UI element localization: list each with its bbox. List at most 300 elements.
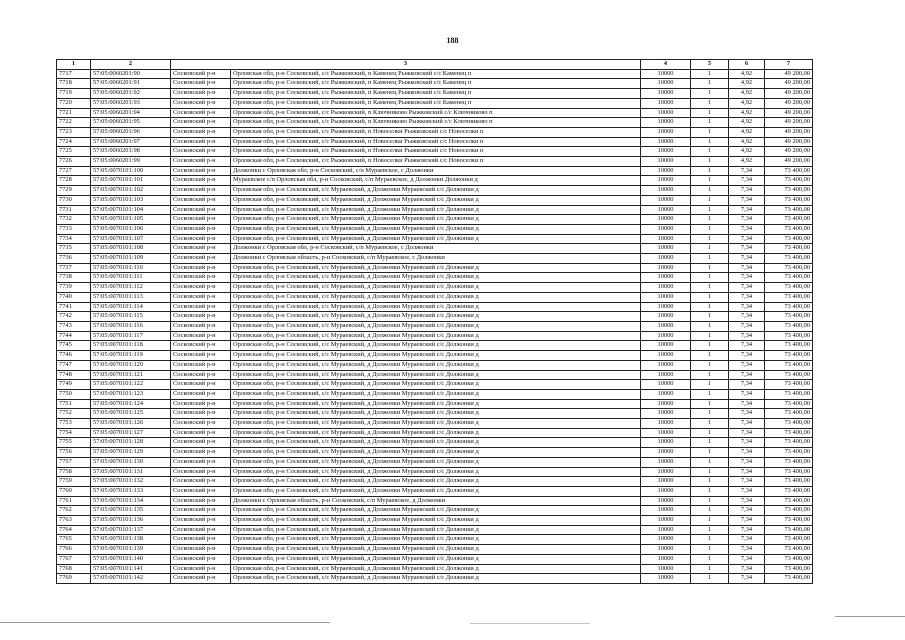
table-row: [57, 321, 813, 331]
district-name: Сосковский р-н: [171, 370, 231, 380]
district-name: Сосковский р-н: [171, 574, 231, 584]
quantity-value: 1: [691, 486, 729, 496]
scan-streak: [0, 622, 905, 624]
price-value: 7,34: [729, 438, 765, 448]
cadastral-number: 57:05:0060201:93: [91, 98, 171, 108]
total-value: 73 400,00: [765, 380, 813, 390]
area-value: 10000: [641, 370, 691, 380]
row-number: 7734: [57, 234, 91, 244]
row-number: 7769: [57, 574, 91, 584]
area-value: 10000: [641, 574, 691, 584]
district-name: Сосковский р-н: [171, 457, 231, 467]
column-header-6: 6: [729, 60, 765, 70]
district-name: Сосковский р-н: [171, 108, 231, 118]
district-name: Сосковский р-н: [171, 448, 231, 458]
location-address: Орловская обл, р-н Сосковский, с/с Мураевский, д Должонки Мураевский с/с Должонки д: [231, 477, 641, 487]
area-value: 10000: [641, 215, 691, 225]
area-value: 10000: [641, 535, 691, 545]
quantity-value: 1: [691, 448, 729, 458]
price-value: 7,34: [729, 399, 765, 409]
total-value: 73 400,00: [765, 254, 813, 264]
row-number: 7760: [57, 486, 91, 496]
table-row: [57, 516, 813, 526]
row-number: 7756: [57, 448, 91, 458]
area-value: 10000: [641, 486, 691, 496]
area-value: 10000: [641, 457, 691, 467]
price-value: 7,34: [729, 176, 765, 186]
table-row: [57, 137, 813, 147]
total-value: 73 400,00: [765, 312, 813, 322]
area-value: 10000: [641, 147, 691, 157]
quantity-value: 1: [691, 341, 729, 351]
total-value: 49 200,00: [765, 89, 813, 99]
district-name: Сосковский р-н: [171, 254, 231, 264]
district-name: Сосковский р-н: [171, 351, 231, 361]
quantity-value: 1: [691, 535, 729, 545]
total-value: 49 200,00: [765, 157, 813, 167]
table-row: [57, 554, 813, 564]
row-number: 7733: [57, 224, 91, 234]
price-value: 7,34: [729, 254, 765, 264]
location-address: Орловская обл, р-н Сосковский, с/с Рыжковский, п Новоселки Рыжковский с/с Новоселки п: [231, 157, 641, 167]
quantity-value: 1: [691, 312, 729, 322]
cadastral-number: 57:05:0070101:105: [91, 215, 171, 225]
location-address: Орловская обл, р-н Сосковский, с/с Мураевский, д Должонки Мураевский с/с Должонки д: [231, 574, 641, 584]
table-row: [57, 506, 813, 516]
area-value: 10000: [641, 477, 691, 487]
area-value: 10000: [641, 428, 691, 438]
total-value: 73 400,00: [765, 467, 813, 477]
row-number: 7747: [57, 360, 91, 370]
table-row: [57, 331, 813, 341]
total-value: 73 400,00: [765, 486, 813, 496]
row-number: 7739: [57, 283, 91, 293]
location-address: Орловская обл, р-н Сосковский, с/с Мураевский, д Должонки Мураевский с/с Должонки д: [231, 506, 641, 516]
row-number: 7748: [57, 370, 91, 380]
area-value: 10000: [641, 108, 691, 118]
district-name: Сосковский р-н: [171, 380, 231, 390]
location-address: Орловская обл, р-н Сосковский, с/с Мураевский, д Должонки Мураевский с/с Должонки д: [231, 545, 641, 555]
total-value: 73 400,00: [765, 535, 813, 545]
district-name: Сосковский р-н: [171, 360, 231, 370]
district-name: Сосковский р-н: [171, 564, 231, 574]
area-value: 10000: [641, 186, 691, 196]
row-number: 7765: [57, 535, 91, 545]
price-value: 7,34: [729, 283, 765, 293]
row-number: 7754: [57, 428, 91, 438]
location-address: Орловская обл, р-н Сосковский, с/с Мураевский, д Должонки Мураевский с/с Должонки д: [231, 341, 641, 351]
location-address: Должонки с Орловская обл, р-н Сосковский, с/п Мураевское, с Должонки: [231, 244, 641, 254]
area-value: 10000: [641, 137, 691, 147]
quantity-value: 1: [691, 79, 729, 89]
location-address: Орловская обл, р-н Сосковский, с/с Мураевский, д Должонки Мураевский с/с Должонки д: [231, 351, 641, 361]
location-address: Орловская обл, р-н Сосковский, с/с Мураевский, д Должонки Мураевский с/с Должонки д: [231, 321, 641, 331]
quantity-value: 1: [691, 254, 729, 264]
location-address: Должонки с Орловская обл, р-н Сосковский, с/п Мураевское, с Должонки: [231, 166, 641, 176]
district-name: Сосковский р-н: [171, 545, 231, 555]
quantity-value: 1: [691, 234, 729, 244]
area-value: 10000: [641, 380, 691, 390]
register-body: [57, 69, 813, 583]
table-row: [57, 457, 813, 467]
district-name: Сосковский р-н: [171, 389, 231, 399]
price-value: 7,34: [729, 545, 765, 555]
area-value: 10000: [641, 399, 691, 409]
cadastral-number: 57:05:0070101:138: [91, 535, 171, 545]
quantity-value: 1: [691, 360, 729, 370]
quantity-value: 1: [691, 477, 729, 487]
row-number: 7724: [57, 137, 91, 147]
area-value: 10000: [641, 545, 691, 555]
table-row: [57, 263, 813, 273]
table-row: [57, 108, 813, 118]
table-row: [57, 195, 813, 205]
price-value: 7,34: [729, 506, 765, 516]
total-value: 73 400,00: [765, 428, 813, 438]
total-value: 73 400,00: [765, 263, 813, 273]
district-name: Сосковский р-н: [171, 283, 231, 293]
column-header-2: 2: [91, 60, 171, 70]
area-value: 10000: [641, 98, 691, 108]
quantity-value: 1: [691, 186, 729, 196]
cadastral-number: 57:05:0070101:139: [91, 545, 171, 555]
total-value: 73 400,00: [765, 292, 813, 302]
quantity-value: 1: [691, 215, 729, 225]
row-number: 7761: [57, 496, 91, 506]
district-name: Сосковский р-н: [171, 525, 231, 535]
total-value: 73 400,00: [765, 477, 813, 487]
row-number: 7744: [57, 331, 91, 341]
district-name: Сосковский р-н: [171, 79, 231, 89]
district-name: Сосковский р-н: [171, 292, 231, 302]
row-number: 7730: [57, 195, 91, 205]
quantity-value: 1: [691, 292, 729, 302]
quantity-value: 1: [691, 564, 729, 574]
area-value: 10000: [641, 438, 691, 448]
district-name: Сосковский р-н: [171, 166, 231, 176]
cadastral-number: 57:05:0070101:125: [91, 409, 171, 419]
total-value: 73 400,00: [765, 224, 813, 234]
district-name: Сосковский р-н: [171, 438, 231, 448]
cadastral-number: 57:05:0070101:128: [91, 438, 171, 448]
quantity-value: 1: [691, 147, 729, 157]
total-value: 73 400,00: [765, 195, 813, 205]
table-row: [57, 79, 813, 89]
table-row: [57, 399, 813, 409]
location-address: Орловская обл, р-н Сосковский, с/с Мураевский, д Должонки Мураевский с/с Должонки д: [231, 409, 641, 419]
price-value: 4,92: [729, 108, 765, 118]
total-value: 73 400,00: [765, 321, 813, 331]
cadastral-number: 57:05:0070101:119: [91, 351, 171, 361]
total-value: 49 200,00: [765, 98, 813, 108]
cadastral-number: 57:05:0070101:118: [91, 341, 171, 351]
total-value: 73 400,00: [765, 283, 813, 293]
table-row: [57, 118, 813, 128]
district-name: Сосковский р-н: [171, 535, 231, 545]
cadastral-number: 57:05:0070101:133: [91, 486, 171, 496]
quantity-value: 1: [691, 399, 729, 409]
price-value: 7,34: [729, 351, 765, 361]
location-address: Должонки с Орловская область, р-н Сосковский, с/п Мураевское, с Должонки: [231, 254, 641, 264]
row-number: 7721: [57, 108, 91, 118]
cadastral-number: 57:05:0070101:114: [91, 302, 171, 312]
total-value: 73 400,00: [765, 525, 813, 535]
column-number-row: [57, 60, 813, 70]
table-row: [57, 438, 813, 448]
price-value: 4,92: [729, 79, 765, 89]
area-value: 10000: [641, 321, 691, 331]
cadastral-number: 57:05:0070101:115: [91, 312, 171, 322]
cadastral-number: 57:05:0060201:98: [91, 147, 171, 157]
location-address: Орловская обл, р-н Сосковский, с/с Мураевский, д Должонки Мураевский с/с Должонки д: [231, 380, 641, 390]
column-header-5: 5: [691, 60, 729, 70]
row-number: 7742: [57, 312, 91, 322]
cadastral-number: 57:05:0060201:91: [91, 79, 171, 89]
price-value: 7,34: [729, 263, 765, 273]
cadastral-number: 57:05:0070101:122: [91, 380, 171, 390]
row-number: 7755: [57, 438, 91, 448]
cadastral-number: 57:05:0070101:132: [91, 477, 171, 487]
area-value: 10000: [641, 157, 691, 167]
row-number: 7727: [57, 166, 91, 176]
quantity-value: 1: [691, 176, 729, 186]
location-address: Орловская обл, р-н Сосковский, с/с Мураевский, д Должонки Мураевский с/с Должонки д: [231, 331, 641, 341]
location-address: Должонки с Орловская область, р-н Сосковский, с/п Мураевское, д Должонки: [231, 496, 641, 506]
area-value: 10000: [641, 360, 691, 370]
cadastral-number: 57:05:0060201:92: [91, 89, 171, 99]
location-address: Орловская обл, р-н Сосковский, с/с Мураевский, д Должонки Мураевский с/с Должонки д: [231, 186, 641, 196]
quantity-value: 1: [691, 263, 729, 273]
quantity-value: 1: [691, 389, 729, 399]
quantity-value: 1: [691, 331, 729, 341]
price-value: 7,34: [729, 516, 765, 526]
quantity-value: 1: [691, 380, 729, 390]
cadastral-number: 57:05:0070101:126: [91, 419, 171, 429]
price-value: 4,92: [729, 69, 765, 79]
quantity-value: 1: [691, 554, 729, 564]
area-value: 10000: [641, 331, 691, 341]
row-number: 7726: [57, 157, 91, 167]
row-number: 7746: [57, 351, 91, 361]
row-number: 7736: [57, 254, 91, 264]
price-value: 7,34: [729, 312, 765, 322]
quantity-value: 1: [691, 302, 729, 312]
quantity-value: 1: [691, 574, 729, 584]
area-value: 10000: [641, 525, 691, 535]
price-value: 7,34: [729, 525, 765, 535]
price-value: 4,92: [729, 118, 765, 128]
table-row: [57, 564, 813, 574]
location-address: Орловская обл, р-н Сосковский, с/с Мураевский, д Должонки Мураевский с/с Должонки д: [231, 370, 641, 380]
price-value: 7,34: [729, 244, 765, 254]
quantity-value: 1: [691, 428, 729, 438]
quantity-value: 1: [691, 516, 729, 526]
cadastral-number: 57:05:0070101:104: [91, 205, 171, 215]
area-value: 10000: [641, 79, 691, 89]
total-value: 73 400,00: [765, 205, 813, 215]
table-row: [57, 312, 813, 322]
price-value: 7,34: [729, 331, 765, 341]
cadastral-number: 57:05:0070101:141: [91, 564, 171, 574]
total-value: 73 400,00: [765, 506, 813, 516]
total-value: 73 400,00: [765, 331, 813, 341]
row-number: 7732: [57, 215, 91, 225]
total-value: 73 400,00: [765, 351, 813, 361]
location-address: Орловская обл, р-н Сосковский, с/с Рыжковский, п Ключниково Рыжковский с/с Ключниково п: [231, 108, 641, 118]
area-value: 10000: [641, 195, 691, 205]
price-value: 7,34: [729, 341, 765, 351]
total-value: 73 400,00: [765, 554, 813, 564]
cadastral-number: 57:05:0070101:130: [91, 457, 171, 467]
location-address: Орловская обл, р-н Сосковский, с/с Мураевский, д Должонки Мураевский с/с Должонки д: [231, 516, 641, 526]
column-header-3: 3: [171, 60, 641, 70]
cadastral-number: 57:05:0070101:121: [91, 370, 171, 380]
location-address: Орловская обл, р-н Сосковский, с/с Мураевский, д Должонки Мураевский с/с Должонки д: [231, 312, 641, 322]
total-value: 73 400,00: [765, 244, 813, 254]
location-address: Орловская обл, р-н Сосковский, с/с Мураевский, д Должонки Мураевский с/с Должонки д: [231, 273, 641, 283]
location-address: Орловская обл, р-н Сосковский, с/с Мураевский, д Должонки Мураевский с/с Должонки д: [231, 360, 641, 370]
area-value: 10000: [641, 409, 691, 419]
row-number: 7735: [57, 244, 91, 254]
quantity-value: 1: [691, 195, 729, 205]
area-value: 10000: [641, 176, 691, 186]
price-value: 7,34: [729, 292, 765, 302]
cadastral-number: 57:05:0070101:124: [91, 399, 171, 409]
quantity-value: 1: [691, 137, 729, 147]
price-value: 7,34: [729, 554, 765, 564]
cadastral-number: 57:05:0070101:109: [91, 254, 171, 264]
row-number: 7753: [57, 419, 91, 429]
cadastral-number: 57:05:0070101:129: [91, 448, 171, 458]
total-value: 49 200,00: [765, 127, 813, 137]
location-address: Орловская обл, р-н Сосковский, с/с Мураевский, д Должонки Мураевский с/с Должонки д: [231, 438, 641, 448]
column-header-1: 1: [57, 60, 91, 70]
row-number: 7737: [57, 263, 91, 273]
district-name: Сосковский р-н: [171, 409, 231, 419]
district-name: Сосковский р-н: [171, 496, 231, 506]
price-value: 7,34: [729, 457, 765, 467]
quantity-value: 1: [691, 108, 729, 118]
table-row: [57, 186, 813, 196]
total-value: 73 400,00: [765, 341, 813, 351]
cadastral-number: 57:05:0060201:95: [91, 118, 171, 128]
district-name: Сосковский р-н: [171, 486, 231, 496]
price-value: 7,34: [729, 186, 765, 196]
row-number: 7731: [57, 205, 91, 215]
district-name: Сосковский р-н: [171, 176, 231, 186]
district-name: Сосковский р-н: [171, 195, 231, 205]
cadastral-number: 57:05:0070101:120: [91, 360, 171, 370]
location-address: Орловская обл, р-н Сосковский, с/с Рыжковский, п Каменец Рыжковский с/с Каменец п: [231, 79, 641, 89]
total-value: 73 400,00: [765, 564, 813, 574]
row-number: 7725: [57, 147, 91, 157]
row-number: 7729: [57, 186, 91, 196]
district-name: Сосковский р-н: [171, 341, 231, 351]
total-value: 73 400,00: [765, 389, 813, 399]
district-name: Сосковский р-н: [171, 428, 231, 438]
location-address: Орловская обл, р-н Сосковский, с/с Рыжковский, п Новоселки Рыжковский с/с Новоселки п: [231, 137, 641, 147]
table-row: [57, 157, 813, 167]
area-value: 10000: [641, 224, 691, 234]
cadastral-number: 57:05:0070101:136: [91, 516, 171, 526]
table-row: [57, 89, 813, 99]
row-number: 7764: [57, 525, 91, 535]
location-address: Орловская обл, р-н Сосковский, с/с Мураевский, д Должонки Мураевский с/с Должонки д: [231, 457, 641, 467]
price-value: 7,34: [729, 205, 765, 215]
location-address: Орловская обл, р-н Сосковский, с/с Рыжковский, п Новоселки Рыжковский с/с Новоселки п: [231, 127, 641, 137]
cadastral-number: 57:05:0070101:117: [91, 331, 171, 341]
row-number: 7720: [57, 98, 91, 108]
row-number: 7722: [57, 118, 91, 128]
quantity-value: 1: [691, 244, 729, 254]
table-row: [57, 545, 813, 555]
row-number: 7750: [57, 389, 91, 399]
price-value: 7,34: [729, 419, 765, 429]
area-value: 10000: [641, 389, 691, 399]
total-value: 73 400,00: [765, 360, 813, 370]
total-value: 73 400,00: [765, 457, 813, 467]
cadastral-number: 57:05:0070101:106: [91, 224, 171, 234]
table-row: [57, 127, 813, 137]
price-value: 4,92: [729, 157, 765, 167]
area-value: 10000: [641, 292, 691, 302]
quantity-value: 1: [691, 467, 729, 477]
area-value: 10000: [641, 351, 691, 361]
district-name: Сосковский р-н: [171, 89, 231, 99]
row-number: 7717: [57, 69, 91, 79]
price-value: 7,34: [729, 370, 765, 380]
price-value: 7,34: [729, 409, 765, 419]
district-name: Сосковский р-н: [171, 263, 231, 273]
location-address: Орловская обл, р-н Сосковский, с/с Мураевский, д Должонки Мураевский с/с Должонки д: [231, 302, 641, 312]
cadastral-number: 57:05:0060201:90: [91, 69, 171, 79]
location-address: Орловская обл, р-н Сосковский, с/с Мураевский, д Должонки Мураевский с/с Должонки д: [231, 399, 641, 409]
area-value: 10000: [641, 234, 691, 244]
table-row: [57, 370, 813, 380]
table-row: [57, 341, 813, 351]
quantity-value: 1: [691, 98, 729, 108]
price-value: 7,34: [729, 380, 765, 390]
cadastral-number: 57:05:0070101:137: [91, 525, 171, 535]
quantity-value: 1: [691, 273, 729, 283]
cadastral-number: 57:05:0070101:102: [91, 186, 171, 196]
quantity-value: 1: [691, 205, 729, 215]
row-number: 7763: [57, 516, 91, 526]
price-value: 7,34: [729, 467, 765, 477]
quantity-value: 1: [691, 370, 729, 380]
table-row: [57, 69, 813, 79]
area-value: 10000: [641, 283, 691, 293]
district-name: Сосковский р-н: [171, 477, 231, 487]
cadastral-number: 57:05:0070101:107: [91, 234, 171, 244]
price-value: 4,92: [729, 137, 765, 147]
area-value: 10000: [641, 516, 691, 526]
area-value: 10000: [641, 254, 691, 264]
row-number: 7745: [57, 341, 91, 351]
table-row: [57, 486, 813, 496]
cadastral-number: 57:05:0070101:108: [91, 244, 171, 254]
row-number: 7719: [57, 89, 91, 99]
table-row: [57, 448, 813, 458]
district-name: Сосковский р-н: [171, 244, 231, 254]
table-row: [57, 477, 813, 487]
area-value: 10000: [641, 554, 691, 564]
quantity-value: 1: [691, 457, 729, 467]
area-value: 10000: [641, 341, 691, 351]
quantity-value: 1: [691, 525, 729, 535]
area-value: 10000: [641, 506, 691, 516]
area-value: 10000: [641, 564, 691, 574]
